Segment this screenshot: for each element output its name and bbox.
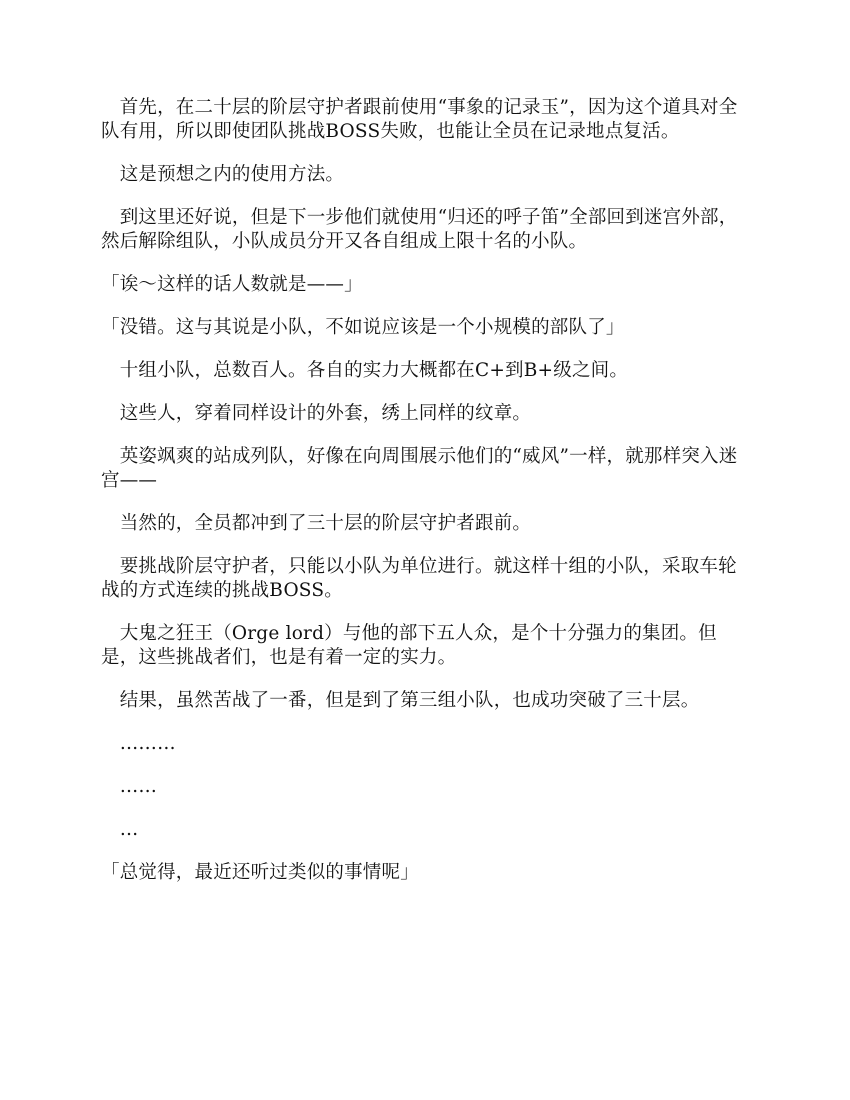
paragraph: …… [101, 776, 158, 797]
paragraph: 到这里还好说，但是下一步他们就使用“归还的呼子笛”全部回到迷宫外部，然后解除组队，小队成员分开又各自组成上限十名的小队。 [101, 207, 738, 252]
paragraph: … [101, 819, 139, 840]
paragraph: 首先，在二十层的阶层守护者跟前使用“事象的记录玉”，因为这个道具对全队有用，所以即使团队挑战BOSS失败，也能让全员在记录地点复活。 [101, 97, 738, 142]
paragraph: 「诶～这样的话人数就是——」 [101, 274, 363, 295]
paragraph: 十组小队，总数百人。各自的实力大概都在C+到B+级之间。 [101, 360, 629, 381]
paragraph: 英姿飒爽的站成列队，好像在向周围展示他们的“威风”一样，就那样突入迷宫—— [101, 446, 738, 491]
paragraph: 「没错。这与其说是小队，不如说应该是一个小规模的部队了」 [101, 317, 625, 338]
paragraph: 要挑战阶层守护者，只能以小队为单位进行。就这样十组的小队，采取车轮战的方式连续的挑战BOSS。 [101, 556, 737, 601]
paragraph: ……… [101, 733, 176, 754]
paragraph: 这些人，穿着同样设计的外套，绣上同样的纹章。 [101, 403, 532, 424]
paragraph: 「总觉得，最近还听过类似的事情呢」 [101, 862, 419, 883]
paragraph: 结果，虽然苦战了一番，但是到了第三组小队，也成功突破了三十层。 [101, 690, 700, 711]
paragraph: 这是预想之内的使用方法。 [101, 164, 345, 185]
paragraph: 当然的，全员都冲到了三十层的阶层守护者跟前。 [101, 513, 532, 534]
document-body [101, 96, 749, 885]
paragraph: 大鬼之狂王（Orge lord）与他的部下五人众，是个十分强力的集团。但是，这些挑战者们，也是有着一定的实力。 [101, 623, 717, 668]
